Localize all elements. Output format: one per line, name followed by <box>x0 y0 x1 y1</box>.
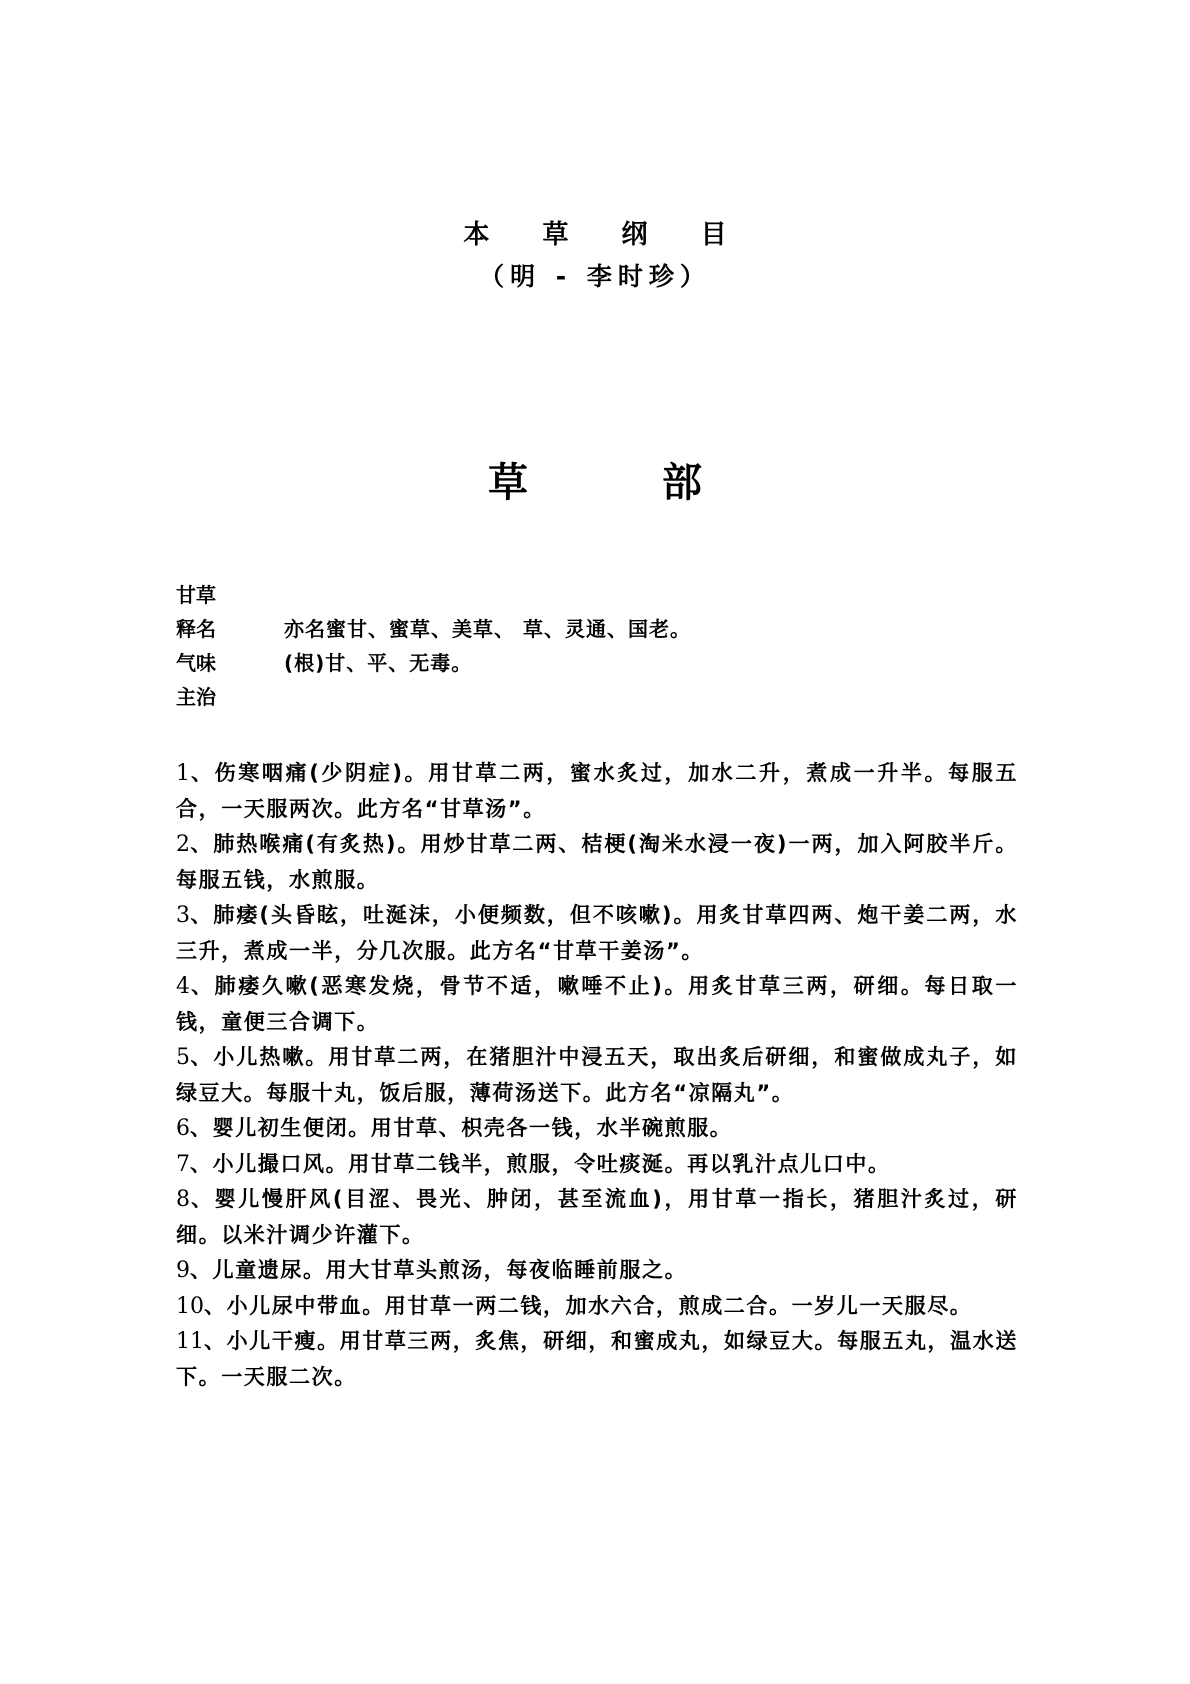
field-value: 亦名蜜甘、蜜草、美草、 草、灵通、国老。 <box>284 617 691 641</box>
remedy-text: 、肺痿久嗽(恶寒发烧，骨节不适，嗽唾不止)。用炙甘草三两，研细。每日取一钱，童便三合调下。 <box>176 974 1018 1034</box>
field-row <box>176 680 1036 714</box>
remedy-number: 10 <box>176 1293 204 1319</box>
remedy-item <box>176 1040 1018 1111</box>
remedy-number: 5 <box>176 1045 190 1070</box>
herb-name-row <box>176 578 1036 612</box>
remedy-item <box>176 1147 1018 1183</box>
herb-entry <box>176 578 1036 714</box>
remedy-number: 1 <box>176 761 190 786</box>
remedy-text: 、小儿干瘦。用甘草三两，炙焦，研细，和蜜成丸，如绿豆大。每服五丸，温水送下。一天服二次。 <box>176 1329 1018 1389</box>
remedy-text: 、小儿热嗽。用甘草二两，在猪胆汁中浸五天，取出炙后研细，和蜜做成丸子，如绿豆大。每服十丸，饭后服，薄荷汤送下。此方名“凉隔丸”。 <box>176 1045 1018 1105</box>
field-label: 主治 <box>176 685 216 709</box>
field-label: 释名 <box>176 617 216 641</box>
remedy-text: 、肺热喉痛(有炙热)。用炒甘草二两、桔梗(淘米水浸一夜)一两，加入阿胶半斤。每服五钱，水煎服。 <box>176 832 1018 892</box>
field-row <box>176 646 1036 680</box>
remedy-text: 、婴儿初生便闭。用甘草、枳壳各一钱，水半碗煎服。 <box>190 1116 733 1140</box>
field-row <box>176 612 1036 646</box>
field-value: (根)甘、平、无毒。 <box>284 651 473 675</box>
remedy-list <box>176 756 1018 1395</box>
remedy-item <box>176 1111 1018 1147</box>
remedy-number: 11 <box>176 1329 204 1354</box>
remedy-number: 9 <box>176 1258 190 1283</box>
book-title: 本 草 纲 目 <box>463 220 749 250</box>
remedy-text: 、婴儿慢肝风(目涩、畏光、肿闭，甚至流血)，用甘草一指长，猪胆汁炙过，研细。以米汁调少许灌下。 <box>176 1187 1018 1247</box>
remedy-text: 、小儿尿中带血。用甘草一两二钱，加水六合，煎成二合。一岁儿一天服尽。 <box>204 1293 973 1318</box>
remedy-number: 2 <box>176 832 190 857</box>
author-line: （明 - 李时珍） <box>479 262 711 291</box>
remedy-number: 7 <box>176 1151 190 1177</box>
remedy-item <box>176 1253 1018 1289</box>
remedy-number: 4 <box>176 974 190 999</box>
remedy-number: 3 <box>176 903 190 928</box>
remedy-item <box>176 827 1018 898</box>
remedy-text: 、小儿撮口风。用甘草二钱半，煎服，令吐痰涎。再以乳汁点儿口中。 <box>190 1151 891 1176</box>
remedy-text: 、肺痿(头昏眩，吐涎沫，小便频数，但不咳嗽)。用炙甘草四两、炮干姜二两，水三升，煮成一半，分几次服。此方名“甘草干姜汤”。 <box>176 903 1018 963</box>
remedy-item <box>176 969 1018 1040</box>
remedy-text: 、伤寒咽痛(少阴症)。用甘草二两，蜜水炙过，加水二升，煮成一升半。每服五合，一天服两次。此方名“甘草汤”。 <box>176 761 1018 821</box>
remedy-text: 、儿童遗尿。用大甘草头煎汤，每夜临睡前服之。 <box>190 1258 688 1282</box>
remedy-item <box>176 756 1018 827</box>
remedy-number: 6 <box>176 1116 190 1141</box>
section-title: 草 部 <box>488 459 762 506</box>
remedy-item <box>176 1182 1018 1253</box>
remedy-item <box>176 898 1018 969</box>
remedy-number: 8 <box>176 1187 190 1212</box>
field-label: 气味 <box>176 651 216 675</box>
remedy-item <box>176 1324 1018 1395</box>
herb-name: 甘草 <box>176 583 216 607</box>
remedy-item <box>176 1289 1018 1325</box>
